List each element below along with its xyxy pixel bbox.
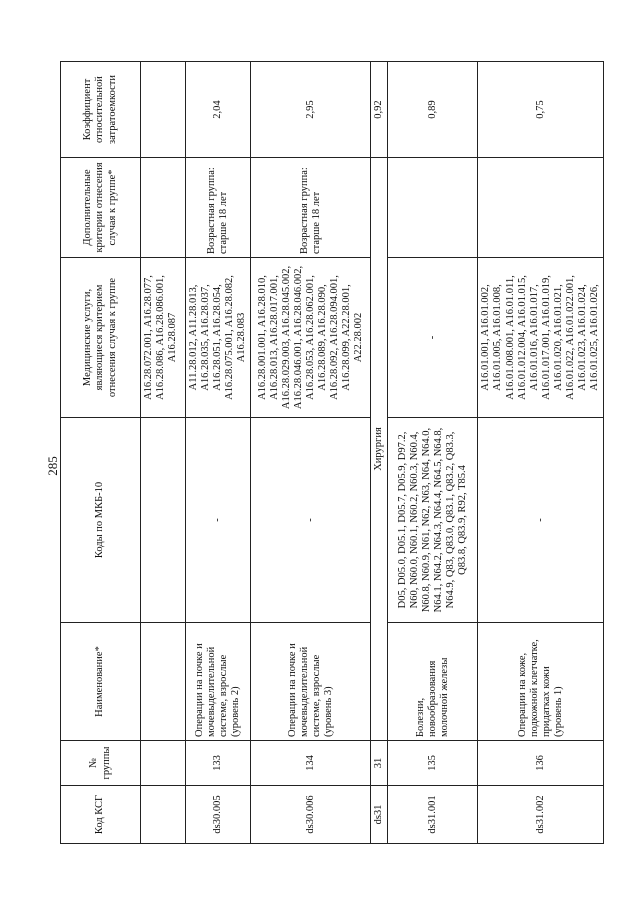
header-row bbox=[61, 62, 141, 844]
table-row bbox=[251, 62, 371, 844]
header-icd: Коды по МКБ-10 bbox=[61, 418, 141, 623]
table-row bbox=[141, 62, 186, 844]
cell-extra bbox=[388, 158, 478, 258]
header-coef: Коэффициент относительной затратоемкости bbox=[61, 62, 141, 158]
table-row bbox=[186, 62, 251, 844]
header-name: Наименование* bbox=[61, 623, 141, 741]
cell-group-no bbox=[141, 741, 186, 786]
page-number: 285 bbox=[45, 456, 60, 476]
section-coef: 0,92 bbox=[371, 62, 388, 158]
cell-icd: - bbox=[251, 418, 371, 623]
table-row bbox=[388, 62, 478, 844]
cell-icd: - bbox=[186, 418, 251, 623]
cell-name: Операции на почке и мочевыделительной системе, взрослые (уровень 3) bbox=[251, 623, 371, 741]
header-code: Код КСГ bbox=[61, 786, 141, 844]
cell-extra: Возрастная группа: старше 18 лет bbox=[251, 158, 371, 258]
section-group-no: 31 bbox=[371, 741, 388, 786]
cell-code: ds31.002 bbox=[478, 786, 604, 844]
cell-code: ds30.006 bbox=[251, 786, 371, 844]
section-code: ds31 bbox=[371, 786, 388, 844]
header-extra: Дополнительные критерии отнесения случая к группе* bbox=[61, 158, 141, 258]
cell-name: Операции на почке и мочевыделительной системе, взрослые (уровень 2) bbox=[186, 623, 251, 741]
table-row bbox=[478, 62, 604, 844]
cell-coef: 2,04 bbox=[186, 62, 251, 158]
cell-extra: Возрастная группа: старше 18 лет bbox=[186, 158, 251, 258]
cell-name bbox=[141, 623, 186, 741]
header-group-no: № группы bbox=[61, 741, 141, 786]
cell-code: ds30.005 bbox=[186, 786, 251, 844]
cell-group-no: 134 bbox=[251, 741, 371, 786]
ksg-table-container bbox=[60, 62, 600, 844]
cell-group-no: 133 bbox=[186, 741, 251, 786]
cell-services: A16.28.001.001, A16.28.010, A16.28.013, A16.28.017.001, A16.28.029.003, A16.28.045.002, A16.28.046.001, A16.28.046.002, A16.28.053, A16.28.062.001, A16.28.089, A16.28.090, A16.28.092, A16.28.094.001, A16.28.099, A22.28.001, A22.28.002 bbox=[251, 258, 371, 418]
cell-icd bbox=[141, 418, 186, 623]
section-title: Хирургия bbox=[371, 158, 388, 741]
cell-extra bbox=[141, 158, 186, 258]
ksg-table bbox=[60, 61, 604, 844]
cell-services: A16.01.001, A16.01.002, A16.01.005, A16.01.008, A16.01.008.001, A16.01.011, A16.01.012.004, A16.01.015, A16.01.016, A16.01.017, A16.01.017.001, A16.01.019, A16.01.020, A16.01.021, A16.01.022, A16.01.022.001, A16.01.023, A16.01.024, A16.01.025, A16.01.026, bbox=[478, 258, 604, 418]
section-row bbox=[371, 62, 388, 844]
header-services: Медицинские услуги, являющиеся критерием отнесения случая к группе bbox=[61, 258, 141, 418]
cell-name: Операции на коже, подкожной клетчатке, придатках кожи (уровень 1) bbox=[478, 623, 604, 741]
cell-services: A16.28.072.001, A16.28.077, A16.28.086, A16.28.086.001, A16.28.087 bbox=[141, 258, 186, 418]
cell-code: ds31.001 bbox=[388, 786, 478, 844]
cell-coef bbox=[141, 62, 186, 158]
cell-name: Болезни, новообразования молочной железы bbox=[388, 623, 478, 741]
cell-coef: 2,95 bbox=[251, 62, 371, 158]
cell-extra bbox=[478, 158, 604, 258]
cell-group-no: 136 bbox=[478, 741, 604, 786]
cell-icd: - bbox=[478, 418, 604, 623]
cell-services: A11.28.012, A11.28.013, A16.28.035, A16.28.037, A16.28.051, A16.28.054, A16.28.075.001, A16.28.082, A16.28.083 bbox=[186, 258, 251, 418]
cell-services: - bbox=[388, 258, 478, 418]
cell-code bbox=[141, 786, 186, 844]
cell-coef: 0,75 bbox=[478, 62, 604, 158]
cell-coef: 0,89 bbox=[388, 62, 478, 158]
cell-group-no: 135 bbox=[388, 741, 478, 786]
cell-icd: D05, D05.0, D05.1, D05.7, D05.9, D97.2, N60, N60.0, N60.1, N60.2, N60.3, N60.4, N60.8, N60.9, N61, N62, N63, N64, N64.0, N64.1, N64.2, N64.3, N64.4, N64.5, N64.8, N64.9, Q83, Q83.0, Q83.1, Q83.2, Q83.3, Q83.8, Q83.9, R92, T85.4 bbox=[388, 418, 478, 623]
